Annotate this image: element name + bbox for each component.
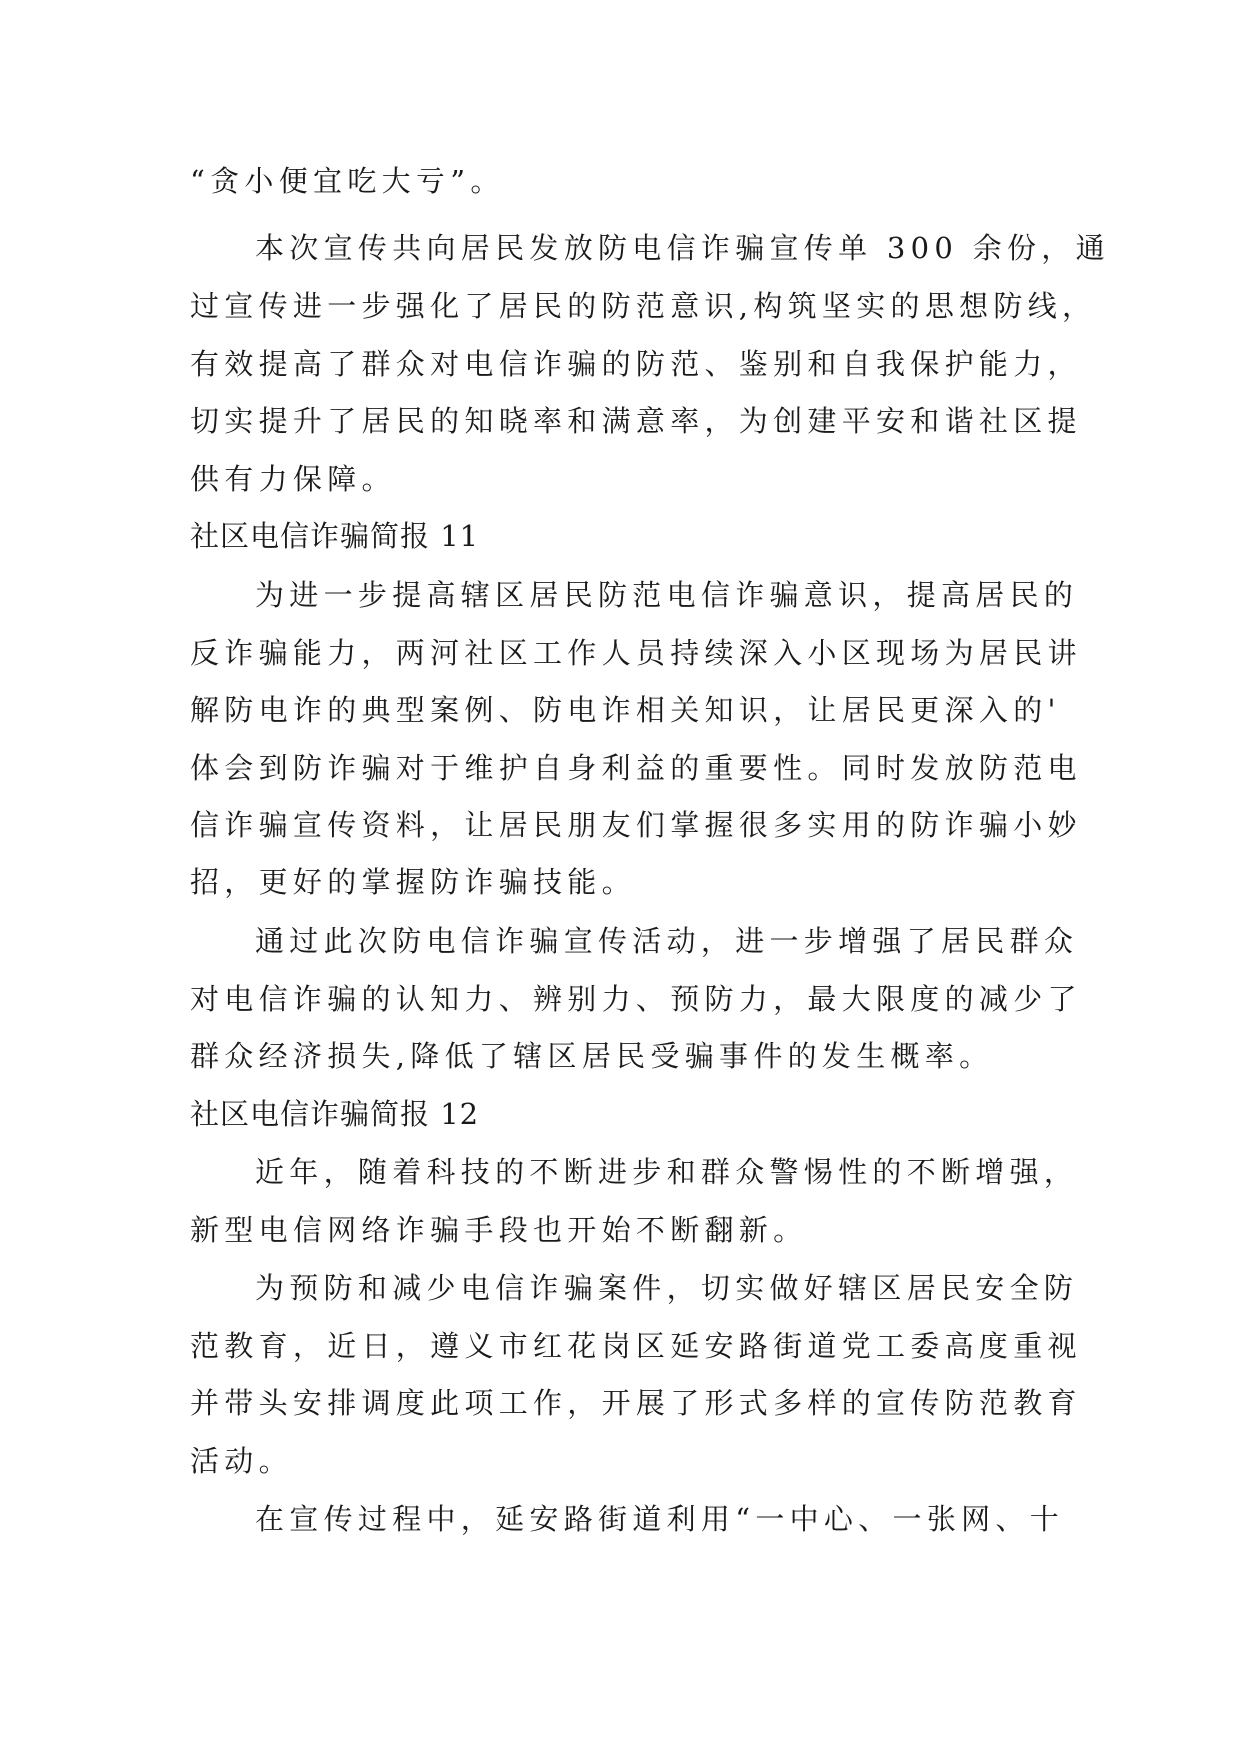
paragraph-line: 切实提升了居民的知晓率和满意率，为创建平安和谐社区提 <box>190 404 1082 438</box>
paragraph-line: 招，更好的掌握防诈骗技能。 <box>190 865 636 899</box>
paragraph-line: 解防电诈的典型案例、防电诈相关知识，让居民更深入的' <box>190 693 1061 727</box>
paragraph-line: 体会到防诈骗对于维护自身利益的重要性。同时发放防范电 <box>190 751 1082 785</box>
paragraph-line: 有效提高了群众对电信诈骗的防范、鉴别和自我保护能力， <box>190 347 1082 381</box>
paragraph-line: 为预防和减少电信诈骗案件，切实做好辖区居民安全防 <box>255 1271 1079 1305</box>
paragraph-line: 在宣传过程中，延安路街道利用“一中心、一张网、十 <box>255 1502 1065 1536</box>
section-heading: 社区电信诈骗简报 11 <box>190 519 480 553</box>
paragraph-line: 范教育，近日，遵义市红花岗区延安路街道党工委高度重视 <box>190 1329 1082 1363</box>
paragraph-line: 新型电信网络诈骗手段也开始不断翻新。 <box>190 1213 808 1247</box>
paragraph-line: 信诈骗宣传资料，让居民朋友们掌握很多实用的防诈骗小妙 <box>190 808 1082 842</box>
paragraph-line: 供有力保障。 <box>190 462 396 496</box>
section-heading: 社区电信诈骗简报 12 <box>190 1097 480 1131</box>
paragraph-line: 为进一步提高辖区居民防范电信诈骗意识，提高居民的 <box>255 578 1079 612</box>
paragraph-line: “贪小便宜吃大亏”。 <box>190 164 505 198</box>
paragraph-line: 并带头安排调度此项工作，开展了形式多样的宣传防范教育 <box>190 1386 1082 1420</box>
paragraph-line: 对电信诈骗的认知力、辨别力、预防力，最大限度的减少了 <box>190 982 1082 1016</box>
paragraph-line: 过宣传进一步强化了居民的防范意识,构筑坚实的思想防线， <box>190 289 1097 323</box>
paragraph-line: 通过此次防电信诈骗宣传活动，进一步增强了居民群众 <box>255 924 1079 958</box>
paragraph-line: 反诈骗能力，两河社区工作人员持续深入小区现场为居民讲 <box>190 636 1082 670</box>
paragraph-line: 本次宣传共向居民发放防电信诈骗宣传单 300 余份，通 <box>255 231 1110 265</box>
paragraph-line: 群众经济损失,降低了辖区居民受骗事件的发生概率。 <box>190 1039 994 1073</box>
paragraph-line: 活动。 <box>190 1444 293 1478</box>
paragraph-line: 近年，随着科技的不断进步和群众警惕性的不断增强， <box>255 1155 1079 1189</box>
